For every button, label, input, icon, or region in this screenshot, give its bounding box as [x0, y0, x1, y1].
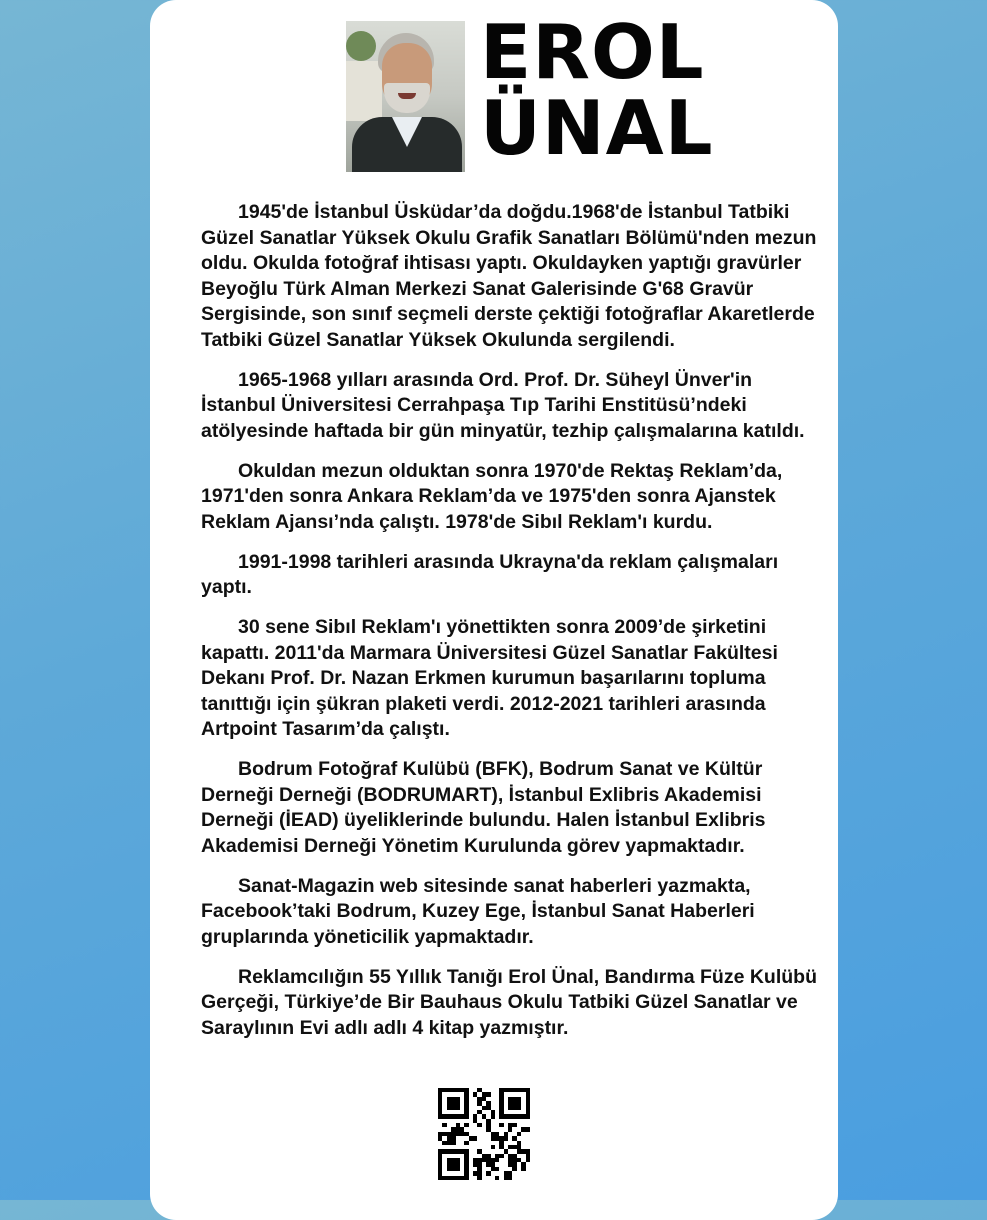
bio-paragraph-4: 1991-1998 tarihleri arasında Ukrayna'da reklam çalışmaları yaptı.	[201, 550, 779, 598]
last-name: ÜNAL	[480, 84, 714, 172]
bio-paragraph-1: 1945'de İstanbul Üsküdar’da doğdu.1968'de İstanbul Tatbiki Güzel Sanatlar Yüksek Okulu Grafik Sanatları Bölümü'nden mezun oldu. Okulda fotoğraf ihtisası yaptı. Okuldayken yaptığı gravürler Beyoğlu Türk Alman Merkezi Sanat Galerisinde G'68 Gravür Sergisinde, son sınıf seçmeli derste çektiği fotoğraflar Akaretlerde Tatbiki Güzel Sanatlar Yüksek Okulunda sergilendi.	[201, 201, 817, 351]
first-name: EROL	[480, 8, 705, 96]
qr-code-icon[interactable]	[438, 1088, 530, 1180]
bio-paragraph-5: 30 sene Sibıl Reklam'ı yönettikten sonra 2009’de şirketini kapattı. 2011'da Marmara Üniversitesi Güzel Sanatlar Fakültesi Dekanı Prof. Dr. Nazan Erkmen kurumun başarılarını topluma tanıttığı için şükran plaketi verdi. 2012-2021 tarihleri arasında Artpoint Tasarım’da çalıştı.	[201, 616, 778, 740]
person-name	[480, 8, 714, 172]
portrait-photo	[346, 21, 465, 172]
bio-paragraph-7: Sanat-Magazin web sitesinde sanat haberleri yazmakta, Facebook’taki Bodrum, Kuzey Ege, İstanbul Sanat Haberleri gruplarında yöneticilik yapmaktadır.	[201, 874, 755, 948]
biography-text	[201, 200, 821, 1056]
bio-paragraph-3: Okuldan mezun olduktan sonra 1970'de Rektaş Reklam’da, 1971'den sonra Ankara Reklam’da ve 1975'den sonra Ajanstek Reklam Ajansı’nda çalıştı. 1978'de Sibıl Reklam'ı kurdu.	[201, 459, 783, 533]
bio-paragraph-6: Bodrum Fotoğraf Kulübü (BFK), Bodrum Sanat ve Kültür Derneği Derneği (BODRUMART), İstanbul Exlibris Akademisi Derneği (İEAD) üyeliklerinde bulundu. Halen İstanbul Exlibris Akademisi Derneği Yönetim Kurulunda görev yapmaktadır.	[201, 758, 766, 857]
bio-paragraph-2: 1965-1968 yılları arasında Ord. Prof. Dr. Süheyl Ünver'in İstanbul Üniversitesi Cerrahpaşa Tıp Tarihi Enstitüsü’ndeki atölyesinde haftada bir gün minyatür, tezhip çalışmalarına katıldı.	[201, 368, 805, 442]
bio-paragraph-8: Reklamcılığın 55 Yıllık Tanığı Erol Ünal, Bandırma Füze Kulübü Gerçeği, Türkiye’de Bir Bauhaus Okulu Tatbiki Güzel Sanatlar ve Saraylının Evi adlı adlı 4 kitap yazmıştır.	[201, 965, 817, 1039]
